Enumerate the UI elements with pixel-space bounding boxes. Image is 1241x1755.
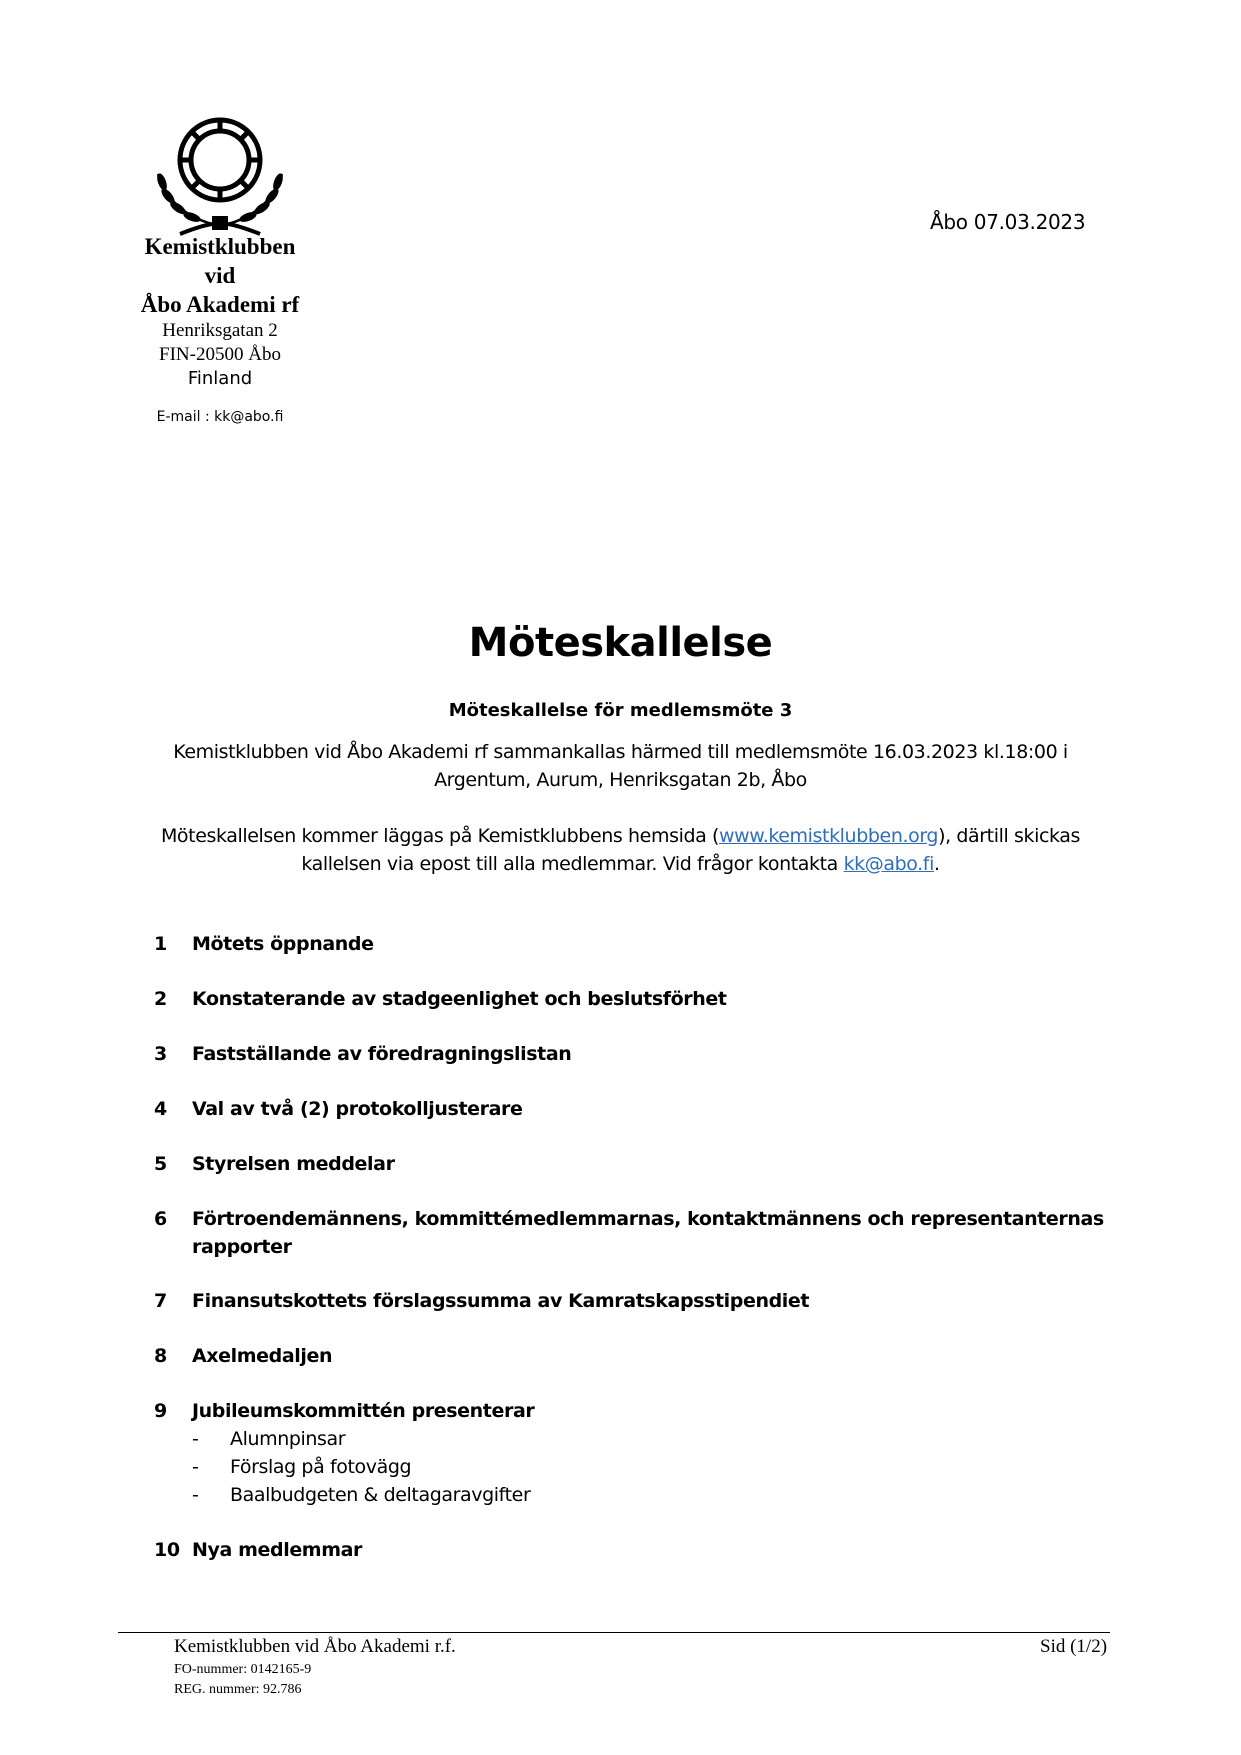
agenda-number: 1	[154, 933, 167, 955]
agenda-text: Val av två (2) protokolljusterare	[192, 1098, 523, 1120]
agenda-number: 7	[154, 1290, 167, 1312]
agenda-item	[154, 985, 1104, 1013]
agenda-text: Axelmedaljen	[192, 1345, 333, 1367]
country: Finland	[187, 368, 253, 389]
agenda-text: Förtroendemännens, kommittémedlemmarnas, kontaktmännens och representanternas rapporter	[192, 1208, 1104, 1258]
agenda-item	[154, 1287, 1104, 1315]
street-address: Henriksgatan 2	[162, 320, 278, 341]
intro-line: Kemistklubben vid Åbo Akademi rf sammankallas härmed till medlemsmöte 16.03.2023 kl.18:00 i	[173, 741, 1068, 763]
subitem-text: Baalbudgeten & deltagaravgifter	[230, 1484, 531, 1506]
agenda-number: 2	[154, 988, 167, 1010]
page-number: Sid (1/2)	[1040, 1636, 1108, 1657]
letterhead-email: E-mail : kk@abo.fi	[156, 409, 284, 425]
org-name-line: Kemistklubben	[144, 234, 296, 259]
agenda-text: Nya medlemmar	[192, 1539, 362, 1561]
notice-text: kallelsen via epost till alla medlemmar. Vid frågor kontakta	[301, 853, 844, 875]
laurel-wreath-emblem-icon	[150, 112, 290, 242]
footer-org-name: Kemistklubben vid Åbo Akademi r.f.	[174, 1636, 456, 1657]
email-link[interactable]: kk@abo.fi	[843, 853, 934, 875]
agenda-text: Finansutskottets förslagssumma av Kamratskapsstipendiet	[192, 1290, 810, 1312]
agenda-item	[154, 1150, 1104, 1178]
agenda-item	[154, 1397, 1104, 1425]
website-link[interactable]: www.kemistklubben.org	[719, 825, 939, 847]
agenda-number: 5	[154, 1153, 167, 1175]
reg-number: REG. nummer: 92.786	[174, 1682, 302, 1697]
notice-line-2	[100, 850, 1141, 878]
intro-line: Argentum, Aurum, Henriksgatan 2b, Åbo	[434, 769, 807, 791]
notice-text: .	[933, 853, 940, 875]
notice-text: ), därtill skickas	[938, 825, 1081, 847]
agenda-item	[154, 1536, 1104, 1564]
intro-paragraph	[100, 738, 1141, 794]
org-name-line: vid	[204, 263, 236, 288]
agenda-item	[154, 1040, 1104, 1068]
postal-address: FIN-20500 Åbo	[159, 344, 281, 365]
agenda-item	[154, 1095, 1104, 1123]
notice-paragraph	[100, 822, 1141, 878]
agenda-number: 4	[154, 1098, 167, 1120]
agenda-number: 6	[154, 1208, 167, 1230]
letterhead	[110, 232, 330, 426]
page-subtitle: Möteskallelse för medlemsmöte 3	[448, 700, 793, 721]
agenda-subitem	[192, 1453, 411, 1481]
agenda-text: Jubileumskommittén presenterar	[192, 1400, 535, 1422]
agenda-item	[154, 1342, 1104, 1370]
document-date: Åbo 07.03.2023	[930, 210, 1086, 234]
subitem-text: Förslag på fotovägg	[230, 1456, 412, 1478]
page-title: Möteskallelse	[468, 620, 773, 666]
agenda-item	[154, 930, 1104, 958]
agenda-text: Konstaterande av stadgeenlighet och beslutsförhet	[192, 988, 727, 1010]
bullet-dash: -	[192, 1484, 199, 1506]
fo-number: FO-nummer: 0142165-9	[174, 1662, 312, 1677]
agenda-text: Styrelsen meddelar	[192, 1153, 395, 1175]
footer-divider	[118, 1632, 1110, 1633]
bullet-dash: -	[192, 1428, 199, 1450]
org-name-line: Åbo Akademi rf	[140, 292, 300, 317]
agenda-number: 8	[154, 1345, 167, 1367]
notice-text: Möteskallelsen kommer läggas på Kemistklubbens hemsida (	[160, 825, 720, 847]
notice-line-1	[100, 822, 1141, 850]
agenda-number: 9	[154, 1400, 167, 1422]
agenda-text: Fastställande av föredragningslistan	[192, 1043, 572, 1065]
agenda-subitem	[192, 1425, 345, 1453]
agenda-number: 10	[154, 1539, 180, 1561]
bullet-dash: -	[192, 1456, 199, 1478]
subitem-text: Alumnpinsar	[230, 1428, 346, 1450]
agenda-subitem	[192, 1481, 530, 1509]
agenda-number: 3	[154, 1043, 167, 1065]
agenda-item	[154, 1205, 1104, 1261]
agenda-text: Mötets öppnande	[192, 933, 374, 955]
